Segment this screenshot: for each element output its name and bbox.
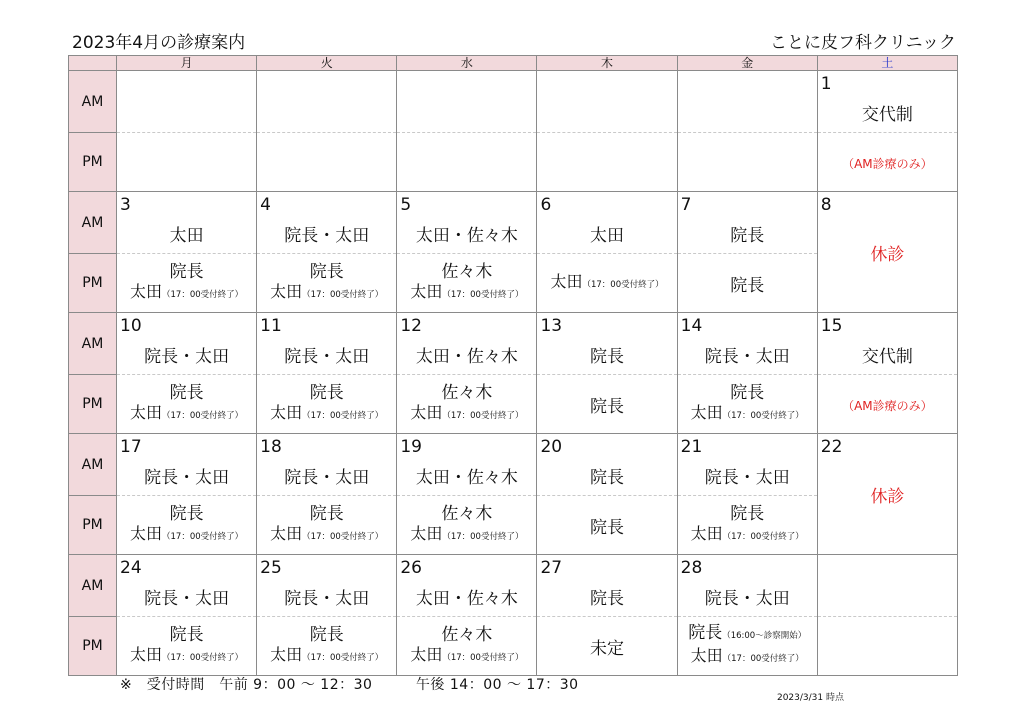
- pm-doctor-name: 院長: [730, 382, 765, 403]
- weekday-wed: 水: [397, 56, 537, 71]
- pm-doctor-name: 院長: [309, 261, 344, 282]
- am-doctor: 太田: [590, 226, 625, 246]
- am-doctor: 院長・太田: [704, 468, 790, 488]
- pm-sub-doctor: [397, 282, 536, 305]
- pm-sub-doctor: [678, 646, 817, 669]
- schedule-table: [68, 55, 958, 676]
- pm-cell: [257, 496, 397, 555]
- pm-doctor-name: 佐々木: [441, 382, 493, 403]
- am-doctor: 太田・佐々木: [415, 226, 518, 246]
- am-cell: [257, 313, 397, 375]
- date-number: 12: [400, 316, 422, 336]
- date-number: 10: [120, 316, 142, 336]
- pm-doctor: [257, 383, 396, 403]
- date-number: 8: [820, 195, 832, 215]
- pm-cell: [677, 617, 817, 676]
- date-number: 28: [680, 558, 703, 578]
- weekday-mon: 月: [117, 56, 257, 71]
- pm-doctor-name: 院長: [169, 503, 204, 524]
- date-number: 24: [120, 558, 142, 578]
- pm-doctor: [117, 625, 256, 645]
- pm-cell: [257, 617, 397, 676]
- pm-cell: [117, 254, 257, 313]
- date-number: 22: [820, 437, 843, 457]
- closed-label: 休診: [870, 245, 905, 265]
- reception-end-note: （17：00受付終了）: [302, 531, 384, 542]
- reception-end-note: （17：00受付終了）: [162, 289, 244, 300]
- reception-end-note: （17：00受付終了）: [442, 289, 524, 300]
- weekday-thu: 木: [537, 56, 677, 71]
- reception-end-note: （17：00受付終了）: [162, 531, 244, 542]
- am-cell: [817, 313, 957, 375]
- pm-doctor-name: 院長: [309, 382, 344, 403]
- pm-start-note: （16:00～診察開始）: [722, 631, 807, 641]
- pm-doctor: [117, 262, 256, 282]
- pm-sub-doctor-name: 太田: [130, 402, 163, 422]
- pm-doctor: [678, 383, 817, 403]
- pm-doctor-name: 院長: [688, 623, 723, 643]
- weekday-fri: 金: [677, 56, 817, 71]
- pm-doctor-name: 佐々木: [441, 261, 493, 282]
- am-cell: [257, 71, 397, 133]
- pm-doctor: [257, 504, 396, 524]
- pm-label: PM: [69, 617, 117, 676]
- am-doctor: 院長・太田: [284, 589, 370, 609]
- am-doctor: 太田・佐々木: [415, 468, 518, 488]
- week-pm-row: [69, 375, 958, 434]
- pm-cell: [397, 254, 537, 313]
- date-number: 13: [540, 316, 563, 336]
- am-label: AM: [69, 71, 117, 133]
- am-cell: [117, 555, 257, 617]
- am-doctor: 院長・太田: [704, 589, 790, 609]
- am-label: AM: [69, 434, 117, 496]
- pm-doctor: [678, 504, 817, 524]
- pm-sub-doctor: [397, 645, 536, 668]
- reception-hours-note: ※ 受付時間 午前 9：00 ～ 12：30 午後 14：00 ～ 17：30: [120, 677, 579, 693]
- am-cell: [537, 192, 677, 254]
- pm-sub-doctor-name: 太田: [270, 523, 303, 543]
- pm-cell: [677, 254, 817, 313]
- am-cell: [117, 192, 257, 254]
- am-doctor: 院長・太田: [144, 589, 230, 609]
- pm-sub-doctor-name: 太田: [410, 644, 443, 664]
- date-number: 5: [400, 195, 412, 215]
- weekday-sat: 土: [817, 56, 957, 71]
- date-number: 4: [260, 195, 271, 215]
- pm-sub-doctor: [537, 272, 676, 295]
- am-cell: [537, 434, 677, 496]
- am-cell: [257, 555, 397, 617]
- week-pm-row: [69, 133, 958, 192]
- week-am-row: [69, 555, 958, 617]
- pm-label: PM: [69, 496, 117, 555]
- am-doctor: 院長・太田: [284, 226, 370, 246]
- am-doctor: 院長: [590, 468, 625, 488]
- pm-doctor-name: 院長: [309, 624, 344, 645]
- pm-doctor: [257, 625, 396, 645]
- pm-sub-doctor-name: 太田: [270, 281, 303, 301]
- pm-doctor: 院長: [590, 396, 625, 417]
- week-am-row: [69, 71, 958, 133]
- header-corner: [69, 56, 117, 71]
- pm-sub-doctor-name: 太田: [410, 281, 443, 301]
- date-number: 11: [260, 316, 282, 336]
- am-cell: [397, 555, 537, 617]
- reception-end-note: （17：00受付終了）: [442, 410, 524, 421]
- week-pm-row: [69, 617, 958, 676]
- am-doctor: 院長・太田: [704, 347, 790, 367]
- pm-cell: [397, 375, 537, 434]
- pm-sub-doctor: [397, 524, 536, 547]
- pm-doctor-name: 院長: [169, 261, 204, 282]
- pm-doctor-name: 院長: [309, 503, 344, 524]
- am-doctor: 院長: [730, 226, 765, 246]
- reception-end-note: （17：00受付終了）: [442, 531, 524, 542]
- pm-cell: [257, 254, 397, 313]
- am-cell: [397, 313, 537, 375]
- reception-end-note: （17：00受付終了）: [442, 652, 524, 663]
- pm-doctor: 未定: [590, 638, 625, 659]
- am-cell: [537, 71, 677, 133]
- am-cell: [537, 313, 677, 375]
- as-of-date: 2023/3/31 時点: [776, 693, 844, 703]
- date-number: 21: [680, 437, 703, 457]
- am-doctor: 院長: [590, 347, 625, 367]
- schedule-body: [69, 71, 958, 676]
- reception-end-note: （17：00受付終了）: [722, 531, 804, 542]
- closed-label: 休診: [870, 487, 905, 507]
- pm-doctor: [397, 504, 536, 524]
- pm-sub-doctor: [397, 403, 536, 426]
- weekday-header-row: [69, 56, 958, 71]
- am-cell: [117, 434, 257, 496]
- pm-cell: [257, 133, 397, 192]
- am-cell: [677, 434, 817, 496]
- pm-doctor-name: 院長: [169, 382, 204, 403]
- am-doctor: 太田・佐々木: [415, 589, 518, 609]
- pm-sub-doctor: [257, 645, 396, 668]
- pm-doctor: 院長: [590, 517, 625, 538]
- week-am-row: [69, 192, 958, 254]
- pm-cell: [537, 133, 677, 192]
- pm-cell: [117, 133, 257, 192]
- am-cell: [397, 434, 537, 496]
- pm-sub-doctor: [117, 524, 256, 547]
- am-cell: [677, 71, 817, 133]
- am-cell: [677, 192, 817, 254]
- am-cell: [537, 555, 677, 617]
- pm-cell: [537, 375, 677, 434]
- am-label: AM: [69, 555, 117, 617]
- pm-sub-doctor: [117, 645, 256, 668]
- pm-sub-doctor-name: 太田: [690, 523, 723, 543]
- am-doctor: 交代制: [861, 347, 913, 367]
- pm-sub-doctor-name: 太田: [130, 644, 163, 664]
- am-label: AM: [69, 192, 117, 254]
- date-number: 19: [400, 437, 422, 457]
- pm-cell: [397, 496, 537, 555]
- pm-doctor: [397, 262, 536, 282]
- date-number: 1: [820, 74, 832, 94]
- day-cell-closed: [817, 434, 957, 555]
- pm-sub-doctor: [117, 282, 256, 305]
- am-cell: [117, 71, 257, 133]
- date-number: 3: [120, 195, 131, 215]
- am-doctor: 院長: [590, 589, 625, 609]
- pm-doctor: [678, 623, 817, 646]
- am-cell: [677, 555, 817, 617]
- am-cell: [117, 313, 257, 375]
- pm-cell: [537, 617, 677, 676]
- reception-end-note: （17：00受付終了）: [302, 410, 384, 421]
- pm-sub-doctor-name: 太田: [270, 644, 303, 664]
- pm-doctor-name: 佐々木: [441, 503, 493, 524]
- day-cell-closed: [817, 192, 957, 313]
- pm-cell: [537, 496, 677, 555]
- pm-doctor-name: 院長: [730, 503, 765, 524]
- date-number: 26: [400, 558, 422, 578]
- reception-end-note: （17：00受付終了）: [162, 652, 244, 663]
- am-cell: [397, 71, 537, 133]
- am-only-note: （AM診療のみ）: [842, 398, 933, 413]
- pm-label: PM: [69, 254, 117, 313]
- pm-sub-doctor-name: 太田: [130, 523, 163, 543]
- pm-doctor: [117, 504, 256, 524]
- pm-cell: [117, 496, 257, 555]
- am-cell: [257, 192, 397, 254]
- pm-doctor: 院長: [730, 275, 765, 296]
- am-cell: [817, 555, 957, 617]
- pm-label: PM: [69, 133, 117, 192]
- date-number: 25: [260, 558, 282, 578]
- pm-doctor: [397, 383, 536, 403]
- weekday-tue: 火: [257, 56, 397, 71]
- am-doctor: 院長・太田: [144, 468, 230, 488]
- pm-sub-doctor-name: 太田: [410, 402, 443, 422]
- am-doctor: 院長・太田: [144, 347, 230, 367]
- pm-cell: [397, 133, 537, 192]
- pm-sub-doctor-name: 太田: [690, 646, 723, 665]
- week-am-row: [69, 434, 958, 496]
- date-number: 15: [820, 316, 843, 336]
- pm-cell: [677, 375, 817, 434]
- pm-doctor: [117, 383, 256, 403]
- pm-cell: [537, 254, 677, 313]
- am-doctor: 太田: [169, 226, 204, 246]
- pm-cell: [817, 617, 957, 676]
- pm-sub-doctor: [678, 524, 817, 547]
- am-cell: [397, 192, 537, 254]
- pm-sub-doctor-name: 太田: [550, 271, 583, 291]
- pm-doctor: [257, 262, 396, 282]
- pm-cell: [117, 617, 257, 676]
- reception-end-note: （17：00受付終了）: [582, 279, 664, 290]
- pm-cell: [677, 133, 817, 192]
- page-title: 2023年4月の診療案内: [72, 33, 246, 53]
- am-only-note: （AM診療のみ）: [842, 156, 933, 171]
- pm-cell: [817, 133, 957, 192]
- pm-sub-doctor: [678, 403, 817, 426]
- pm-cell: [117, 375, 257, 434]
- reception-end-note: （17：00受付終了）: [722, 410, 804, 421]
- pm-sub-doctor: [257, 403, 396, 426]
- date-number: 17: [120, 437, 142, 457]
- am-doctor: 院長・太田: [284, 468, 370, 488]
- pm-sub-doctor-name: 太田: [270, 402, 303, 422]
- am-label: AM: [69, 313, 117, 375]
- reception-end-note: （17：00受付終了）: [302, 289, 384, 300]
- clinic-name: ことに皮フ科クリニック: [770, 33, 956, 53]
- pm-doctor-name: 佐々木: [441, 624, 493, 645]
- date-number: 27: [540, 558, 563, 578]
- pm-cell: [257, 375, 397, 434]
- am-doctor: 院長・太田: [284, 347, 370, 367]
- am-doctor: 交代制: [861, 105, 913, 125]
- date-number: 6: [540, 195, 552, 215]
- pm-label: PM: [69, 375, 117, 434]
- am-doctor: 太田・佐々木: [415, 347, 518, 367]
- pm-cell: [677, 496, 817, 555]
- date-number: 14: [680, 316, 703, 336]
- pm-sub-doctor-name: 太田: [130, 281, 163, 301]
- date-number: 18: [260, 437, 282, 457]
- am-cell: [257, 434, 397, 496]
- am-cell: [817, 71, 957, 133]
- pm-sub-doctor-name: 太田: [690, 402, 723, 422]
- pm-sub-doctor: [257, 282, 396, 305]
- reception-end-note: （17：00受付終了）: [302, 652, 384, 663]
- pm-sub-doctor-name: 太田: [410, 523, 443, 543]
- reception-end-note: （17：00受付終了）: [722, 654, 804, 664]
- pm-cell: [397, 617, 537, 676]
- am-cell: [677, 313, 817, 375]
- pm-sub-doctor: [257, 524, 396, 547]
- reception-end-note: （17：00受付終了）: [162, 410, 244, 421]
- pm-cell: [817, 375, 957, 434]
- date-number: 7: [680, 195, 692, 215]
- date-number: 20: [540, 437, 563, 457]
- pm-doctor-name: 院長: [169, 624, 204, 645]
- week-am-row: [69, 313, 958, 375]
- pm-doctor: [397, 625, 536, 645]
- pm-sub-doctor: [117, 403, 256, 426]
